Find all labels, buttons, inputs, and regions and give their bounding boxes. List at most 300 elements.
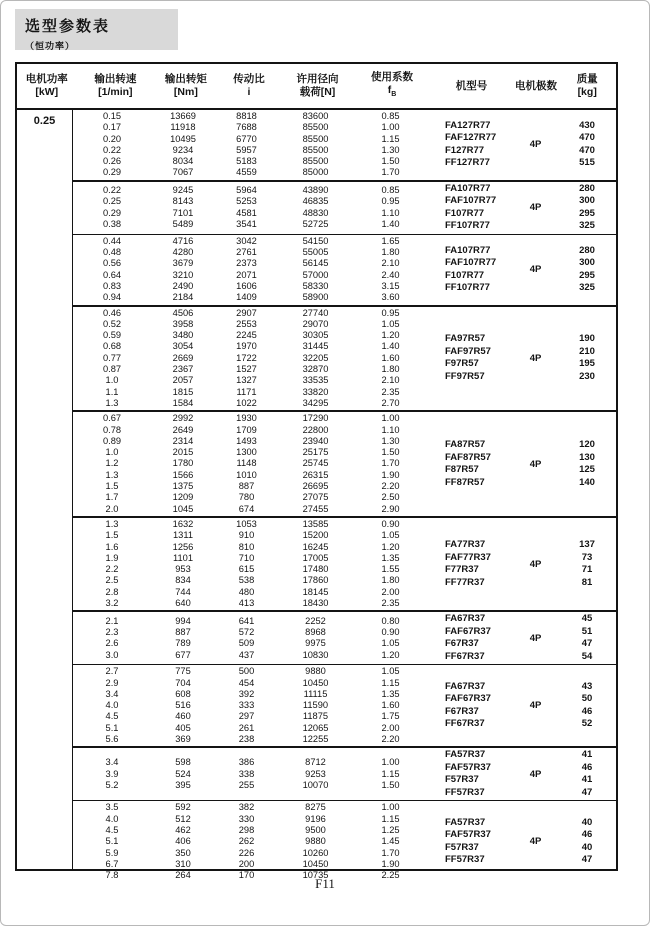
- cell-ratio: 1148: [236, 458, 257, 469]
- cell-service-factor: 1.40: [381, 219, 400, 230]
- table-row: [73, 689, 428, 700]
- cell-speed: 0.22: [102, 185, 122, 196]
- cell-ratio: 1709: [236, 424, 257, 435]
- cell-load: 10450: [302, 858, 329, 869]
- cell-ratio: 572: [238, 626, 255, 637]
- cell-service-factor: 1.00: [381, 802, 400, 813]
- cell-speed: 2.3: [105, 626, 119, 637]
- table-row: [73, 425, 428, 436]
- cell-service-factor: 1.90: [381, 469, 400, 480]
- cell-speed: 0.29: [102, 167, 122, 178]
- cell-torque: 704: [175, 677, 191, 688]
- model-list: [428, 120, 513, 170]
- gear-block: [73, 746, 616, 800]
- cell-ratio: 386: [238, 757, 255, 768]
- cell-torque: 592: [175, 802, 191, 813]
- cell-service-factor: 1.50: [381, 780, 400, 790]
- cell-service-factor: 1.15: [381, 768, 400, 779]
- table-row: [73, 308, 428, 319]
- cell-speed: 0.52: [102, 318, 122, 329]
- mass-value: 195: [579, 358, 595, 370]
- table-row: [73, 185, 428, 196]
- cell-speed: 3.4: [105, 757, 119, 768]
- model-name: FA87R57: [445, 439, 486, 451]
- cell-speed: 0.25: [102, 196, 122, 207]
- cell-service-factor: 0.95: [381, 196, 400, 207]
- model-name: FAF67R37: [445, 625, 491, 637]
- model-name: FF67R37: [445, 650, 485, 662]
- table-row: [73, 111, 428, 122]
- model-list: [428, 439, 513, 489]
- cell-speed: 0.44: [102, 235, 122, 246]
- table-row: [73, 780, 428, 791]
- cell-ratio: 1606: [236, 280, 257, 291]
- model-name: FF107R77: [445, 220, 490, 232]
- cell-load: 83600: [302, 111, 329, 121]
- mass-value: 54: [581, 650, 593, 662]
- cell-load: 11115: [303, 688, 328, 699]
- numeric-rows: [73, 236, 428, 304]
- cell-service-factor: 1.80: [381, 575, 400, 586]
- cell-service-factor: 1.35: [381, 688, 400, 699]
- table-row: [73, 802, 428, 813]
- cell-torque: 1815: [172, 386, 194, 397]
- table-row: [73, 413, 428, 424]
- cell-speed: 4.5: [105, 824, 119, 835]
- cell-torque: 2184: [172, 292, 194, 303]
- table-row: [73, 666, 428, 677]
- model-name: FF107R77: [445, 282, 490, 294]
- cell-ratio: 392: [238, 688, 255, 699]
- cell-load: 25175: [302, 447, 329, 458]
- cell-load: 46835: [302, 196, 329, 207]
- cell-speed: 0.77: [102, 352, 122, 363]
- mass-value: 230: [579, 370, 595, 382]
- mass-value: 430: [579, 119, 595, 131]
- model-name: FA57R37: [445, 749, 486, 761]
- cell-load: 85500: [302, 133, 329, 144]
- cell-service-factor: 2.35: [381, 386, 400, 397]
- numeric-rows: [73, 666, 428, 745]
- cell-service-factor: 2.20: [381, 734, 400, 745]
- table-row: [73, 319, 428, 330]
- cell-ratio: 200: [238, 858, 255, 869]
- cell-ratio: 615: [238, 564, 255, 575]
- model-name: FAF127R77: [445, 132, 497, 144]
- cell-torque: 462: [175, 824, 191, 835]
- cell-load: 10070: [302, 780, 329, 790]
- table-row: [73, 447, 428, 458]
- table-row: [73, 638, 428, 649]
- cell-speed: 6.7: [105, 858, 119, 869]
- model-list: [428, 333, 513, 383]
- cell-ratio: 509: [238, 638, 255, 649]
- cell-load: 54150: [302, 235, 329, 246]
- model-name: F67R37: [445, 638, 479, 650]
- pole-count: 4P: [529, 139, 542, 151]
- cell-torque: 524: [175, 768, 191, 779]
- cell-service-factor: 2.40: [381, 269, 400, 280]
- cell-speed: 3.5: [105, 802, 119, 813]
- table-row: [73, 270, 428, 281]
- table-row: [73, 616, 428, 627]
- cell-speed: 5.6: [105, 734, 119, 745]
- mass-list: [558, 817, 616, 867]
- cell-service-factor: 2.35: [381, 597, 400, 608]
- cell-load: 32870: [302, 364, 329, 375]
- cell-service-factor: 1.00: [381, 413, 400, 424]
- cell-torque: 264: [175, 870, 191, 881]
- gear-block: [73, 305, 616, 411]
- cell-ratio: 710: [238, 552, 255, 563]
- cell-speed: 0.15: [102, 111, 122, 121]
- cell-torque: 1209: [172, 492, 194, 503]
- cell-torque: 789: [175, 638, 191, 649]
- mass-value: 40: [581, 816, 593, 828]
- cell-load: 85500: [302, 144, 329, 155]
- cell-speed: 5.9: [105, 847, 119, 858]
- table-row: [73, 734, 428, 745]
- cell-service-factor: 1.25: [381, 824, 400, 835]
- cell-speed: 1.5: [105, 481, 119, 492]
- numeric-rows: [73, 519, 428, 609]
- cell-torque: 7101: [172, 207, 194, 218]
- cell-torque: 7067: [172, 167, 194, 178]
- numeric-rows: [73, 111, 428, 179]
- gear-block: [73, 516, 616, 610]
- table-row: [73, 470, 428, 481]
- cell-speed: 2.9: [105, 677, 119, 688]
- cell-torque: 11918: [170, 122, 196, 133]
- cell-torque: 677: [175, 649, 191, 660]
- mass-value: 515: [579, 157, 595, 169]
- pole-count: 4P: [529, 836, 542, 848]
- cell-service-factor: 2.10: [381, 375, 400, 386]
- table-row: [73, 292, 428, 303]
- cell-service-factor: 3.60: [381, 292, 400, 303]
- cell-speed: 0.17: [102, 122, 122, 133]
- pole-count: 4P: [529, 202, 542, 214]
- pole-count: 4P: [529, 352, 542, 364]
- cell-speed: 1.9: [105, 552, 119, 563]
- table-row: [73, 481, 428, 492]
- cell-ratio: 2071: [236, 269, 257, 280]
- cell-service-factor: 1.35: [381, 552, 400, 563]
- cell-speed: 0.89: [102, 435, 122, 446]
- cell-service-factor: 1.15: [381, 133, 400, 144]
- mass-value: 47: [581, 786, 593, 798]
- table-row: [73, 387, 428, 398]
- cell-load: 32205: [302, 352, 329, 363]
- cell-service-factor: 1.55: [381, 564, 400, 575]
- cell-torque: 395: [175, 780, 191, 790]
- page-subtitle: （恒功率）: [25, 41, 76, 51]
- mass-value: 325: [579, 220, 595, 232]
- cell-load: 18145: [302, 586, 329, 597]
- cell-load: 9975: [305, 638, 326, 649]
- model-name: FA77R37: [445, 539, 486, 551]
- gear-block: [73, 410, 616, 516]
- cell-torque: 994: [175, 615, 191, 626]
- model-name: FAF57R37: [445, 761, 491, 773]
- cell-torque: 369: [175, 734, 191, 745]
- cell-speed: 0.22: [102, 144, 122, 155]
- mass-value: 41: [581, 749, 593, 761]
- cell-torque: 2669: [172, 352, 194, 363]
- table-row: [73, 134, 428, 145]
- cell-service-factor: 2.20: [381, 481, 400, 492]
- mass-value: 300: [579, 195, 595, 207]
- title-box: [15, 9, 178, 50]
- cell-service-factor: 1.70: [381, 458, 400, 469]
- cell-torque: 744: [175, 586, 191, 597]
- cell-load: 25745: [302, 458, 329, 469]
- cell-speed: 1.6: [105, 541, 119, 552]
- table-row: [73, 859, 428, 870]
- model-name: FAF77R37: [445, 551, 491, 563]
- table-row: [73, 711, 428, 722]
- cell-service-factor: 2.70: [381, 397, 400, 408]
- pole-count: 4P: [529, 264, 542, 276]
- table-row: [73, 553, 428, 564]
- cell-ratio: 8818: [236, 111, 257, 121]
- numeric-rows: [73, 757, 428, 791]
- cell-service-factor: 1.05: [381, 318, 400, 329]
- mass-value: 45: [581, 613, 593, 625]
- model-name: FF97R57: [445, 370, 485, 382]
- cell-ratio: 500: [238, 666, 255, 677]
- cell-speed: 2.6: [105, 638, 119, 649]
- cell-ratio: 1053: [236, 518, 257, 529]
- cell-ratio: 261: [238, 722, 255, 733]
- cell-speed: 0.20: [102, 133, 122, 144]
- cell-speed: 2.5: [105, 575, 119, 586]
- cell-load: 33535: [302, 375, 329, 386]
- cell-service-factor: 1.00: [381, 122, 400, 133]
- cell-load: 22800: [302, 424, 329, 435]
- cell-speed: 2.7: [105, 666, 119, 677]
- cell-speed: 0.94: [102, 292, 122, 303]
- cell-torque: 834: [175, 575, 191, 586]
- model-list: [428, 183, 513, 233]
- gear-block: [73, 800, 616, 882]
- cell-ratio: 333: [238, 700, 255, 711]
- cell-service-factor: 1.70: [381, 167, 400, 178]
- cell-ratio: 1300: [236, 447, 257, 458]
- cell-load: 17480: [302, 564, 329, 575]
- cell-speed: 0.87: [102, 364, 122, 375]
- model-name: F87R57: [445, 464, 479, 476]
- cell-speed: 2.0: [105, 503, 119, 514]
- cell-load: 17005: [302, 552, 329, 563]
- cell-service-factor: 1.05: [381, 638, 400, 649]
- cell-ratio: 1493: [236, 435, 257, 446]
- mass-value: 46: [581, 705, 593, 717]
- numeric-rows: [73, 185, 428, 230]
- cell-ratio: 170: [238, 870, 255, 881]
- cell-service-factor: 1.05: [381, 530, 400, 541]
- cell-ratio: 338: [238, 768, 255, 779]
- cell-ratio: 5957: [236, 144, 257, 155]
- numeric-rows: [73, 413, 428, 515]
- model-list: [428, 749, 513, 799]
- model-list: [428, 613, 513, 663]
- cell-load: 23940: [302, 435, 329, 446]
- cell-service-factor: 1.80: [381, 364, 400, 375]
- header-radial-load: 许用径向 载荷[N]: [296, 73, 339, 98]
- pole-count: 4P: [529, 558, 542, 570]
- mass-value: 325: [579, 282, 595, 294]
- table-row: [73, 598, 428, 609]
- model-name: FA107R77: [445, 244, 491, 256]
- power-value: 0.25: [17, 110, 73, 871]
- cell-speed: 5.2: [105, 780, 119, 790]
- cell-load: 56145: [302, 258, 329, 269]
- cell-ratio: 262: [238, 836, 255, 847]
- mass-list: [558, 681, 616, 731]
- model-name: FA107R77: [445, 182, 491, 194]
- cell-load: 12255: [302, 734, 329, 745]
- mass-list: [558, 749, 616, 799]
- cell-load: 27075: [302, 492, 329, 503]
- cell-ratio: 910: [238, 530, 255, 541]
- cell-ratio: 5253: [236, 196, 257, 207]
- cell-ratio: 1409: [236, 292, 257, 303]
- cell-load: 26695: [302, 481, 329, 492]
- table-row: [73, 723, 428, 734]
- mass-value: 71: [581, 564, 593, 576]
- cell-service-factor: 1.05: [381, 666, 400, 677]
- table-row: [73, 627, 428, 638]
- model-list: [428, 817, 513, 867]
- header-mass: 质量 [kg]: [576, 73, 598, 98]
- cell-torque: 953: [175, 564, 191, 575]
- cell-load: 9253: [305, 768, 326, 779]
- table-row: [73, 769, 428, 780]
- cell-service-factor: 0.90: [381, 626, 400, 637]
- cell-load: 13585: [302, 518, 329, 529]
- gear-block: [73, 110, 616, 180]
- cell-ratio: 413: [238, 597, 255, 608]
- cell-speed: 1.2: [105, 458, 119, 469]
- cell-speed: 0.59: [102, 330, 122, 341]
- cell-torque: 3210: [172, 269, 194, 280]
- cell-speed: 3.4: [105, 688, 119, 699]
- cell-speed: 0.83: [102, 280, 122, 291]
- cell-ratio: 3042: [236, 235, 257, 246]
- model-list: [428, 245, 513, 295]
- model-name: FF57R37: [445, 854, 485, 866]
- model-name: FA97R57: [445, 333, 486, 345]
- table-row: [73, 700, 428, 711]
- cell-load: 10260: [302, 847, 329, 858]
- table-row: [73, 353, 428, 364]
- model-name: F67R37: [445, 705, 479, 717]
- mass-value: 52: [581, 718, 593, 730]
- model-name: F127R77: [445, 144, 485, 156]
- mass-list: [558, 439, 616, 489]
- table-row: [73, 330, 428, 341]
- cell-load: 48830: [302, 207, 329, 218]
- model-list: [428, 681, 513, 731]
- table-row: [73, 258, 428, 269]
- cell-load: 10735: [302, 870, 329, 881]
- pole-count: 4P: [529, 458, 542, 470]
- cell-load: 52725: [302, 219, 329, 230]
- cell-load: 55005: [302, 247, 329, 258]
- mass-value: 130: [579, 451, 595, 463]
- table-row: [73, 364, 428, 375]
- cell-service-factor: 2.00: [381, 586, 400, 597]
- cell-ratio: 1930: [236, 413, 257, 424]
- mass-value: 73: [581, 551, 593, 563]
- cell-torque: 1311: [173, 530, 193, 541]
- table-header-row: [17, 64, 616, 110]
- cell-load: 11875: [302, 711, 329, 722]
- cell-load: 29070: [302, 318, 329, 329]
- cell-ratio: 330: [238, 813, 255, 824]
- cell-torque: 460: [175, 711, 191, 722]
- cell-speed: 1.1: [105, 386, 119, 397]
- cell-load: 11590: [302, 700, 329, 711]
- cell-speed: 0.46: [102, 307, 122, 318]
- cell-speed: 1.7: [105, 492, 119, 503]
- cell-speed: 0.67: [102, 413, 122, 424]
- mass-list: [558, 245, 616, 295]
- cell-ratio: 437: [238, 649, 255, 660]
- mass-list: [558, 613, 616, 663]
- cell-speed: 4.0: [105, 813, 119, 824]
- model-name: F57R37: [445, 841, 479, 853]
- cell-ratio: 6770: [236, 133, 257, 144]
- table-row: [73, 848, 428, 859]
- cell-load: 85000: [302, 167, 329, 178]
- cell-load: 10450: [302, 677, 329, 688]
- cell-ratio: 810: [238, 541, 255, 552]
- cell-speed: 1.3: [105, 518, 119, 529]
- cell-torque: 3054: [172, 341, 194, 352]
- cell-load: 9880: [305, 836, 326, 847]
- cell-load: 17290: [302, 413, 329, 424]
- mass-list: [558, 539, 616, 589]
- cell-speed: 1.5: [105, 530, 119, 541]
- cell-torque: 2314: [172, 435, 194, 446]
- cell-ratio: 641: [238, 615, 255, 626]
- pole-count: 4P: [529, 632, 542, 644]
- cell-ratio: 1327: [236, 375, 257, 386]
- header-service-factor: 使用系数 $f_B$: [371, 70, 413, 99]
- page-number: F11: [315, 876, 335, 891]
- cell-service-factor: 1.30: [381, 435, 400, 446]
- cell-load: 18430: [302, 597, 329, 608]
- cell-ratio: 538: [238, 575, 255, 586]
- mass-value: 46: [581, 761, 593, 773]
- mass-value: 41: [581, 774, 593, 786]
- cell-ratio: 780: [238, 492, 255, 503]
- model-name: FF127R77: [445, 157, 490, 169]
- cell-service-factor: 0.90: [381, 518, 400, 529]
- table-row: [73, 542, 428, 553]
- cell-speed: 1.3: [105, 397, 119, 408]
- mass-value: 47: [581, 854, 593, 866]
- cell-load: 43890: [302, 185, 329, 196]
- cell-service-factor: 0.85: [381, 111, 400, 121]
- table-row: [73, 281, 428, 292]
- cell-torque: 9234: [172, 144, 194, 155]
- cell-torque: 310: [175, 858, 191, 869]
- cell-torque: 516: [175, 700, 191, 711]
- mass-value: 81: [581, 576, 593, 588]
